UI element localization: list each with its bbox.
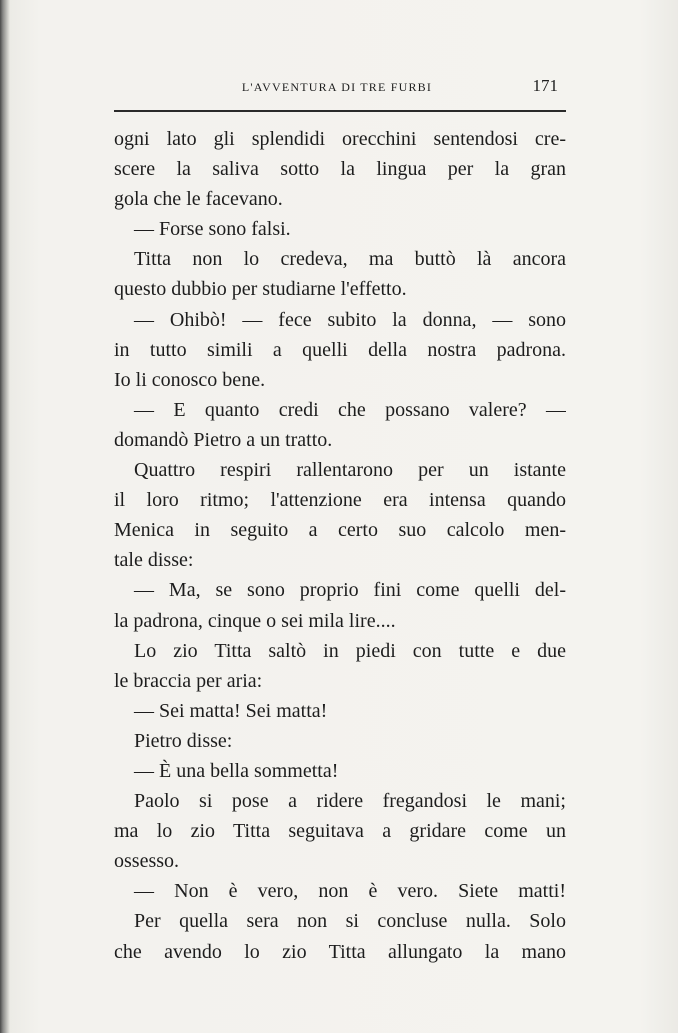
text-line: Paolo si pose a ridere fregandosi le mani; <box>134 790 566 813</box>
text-line: Per quella sera non si concluse nulla. Solo <box>134 910 566 933</box>
text-line: le braccia per aria: <box>114 669 263 692</box>
text-line: ossesso. <box>114 850 180 873</box>
running-title: L'AVVENTURA DI TRE FURBI <box>241 80 433 94</box>
text-line: ma lo zio Titta seguitava a gridare come un <box>114 820 566 843</box>
text-line: — È una bella sommetta! <box>134 759 339 782</box>
text-line: Menica in seguito a certo suo calcolo men- <box>114 519 566 542</box>
text-line: gola che le facevano. <box>114 188 283 211</box>
text-line: Lo zio Titta saltò in piedi con tutte e due <box>134 639 566 662</box>
text-line: Pietro disse: <box>134 729 233 752</box>
text-line: — Forse sono falsi. <box>134 218 291 241</box>
text-line: — Non è vero, non è vero. Siete matti! <box>134 880 566 903</box>
text-line: domandò Pietro a un tratto. <box>114 428 333 451</box>
header-rule <box>114 110 566 112</box>
text-line: ogni lato gli splendidi orecchini sentendosi cre- <box>114 128 566 150</box>
text-line: questo dubbio per studiarne l'effetto. <box>114 278 407 301</box>
text-line: Quattro respiri rallentarono per un istante <box>134 459 566 482</box>
text-line: Titta non lo credeva, ma buttò là ancora <box>134 248 566 271</box>
text-line: la padrona, cinque o sei mila lire.... <box>114 609 396 632</box>
body-text <box>114 124 566 967</box>
text-line: — Ohibò! — fece subito la donna, — sono <box>134 308 566 331</box>
text-line: in tutto simili a quelli della nostra padrona. <box>114 338 566 361</box>
page-number: 171 <box>532 76 558 95</box>
text-line: — E quanto credi che possano valere? — <box>134 398 566 421</box>
text-line: Io li conosco bene. <box>114 368 266 391</box>
text-line: — Ma, se sono proprio fini come quelli del- <box>134 579 566 602</box>
text-line: il loro ritmo; l'attenzione era intensa quando <box>114 489 566 512</box>
text-line: scere la saliva sotto la lingua per la gran <box>114 158 566 181</box>
page-header <box>114 72 560 102</box>
text-line: — Sei matta! Sei matta! <box>134 699 328 722</box>
text-line: che avendo lo zio Titta allungato la mano <box>114 940 566 963</box>
binding-edge <box>0 0 10 1033</box>
text-line: tale disse: <box>114 549 194 572</box>
